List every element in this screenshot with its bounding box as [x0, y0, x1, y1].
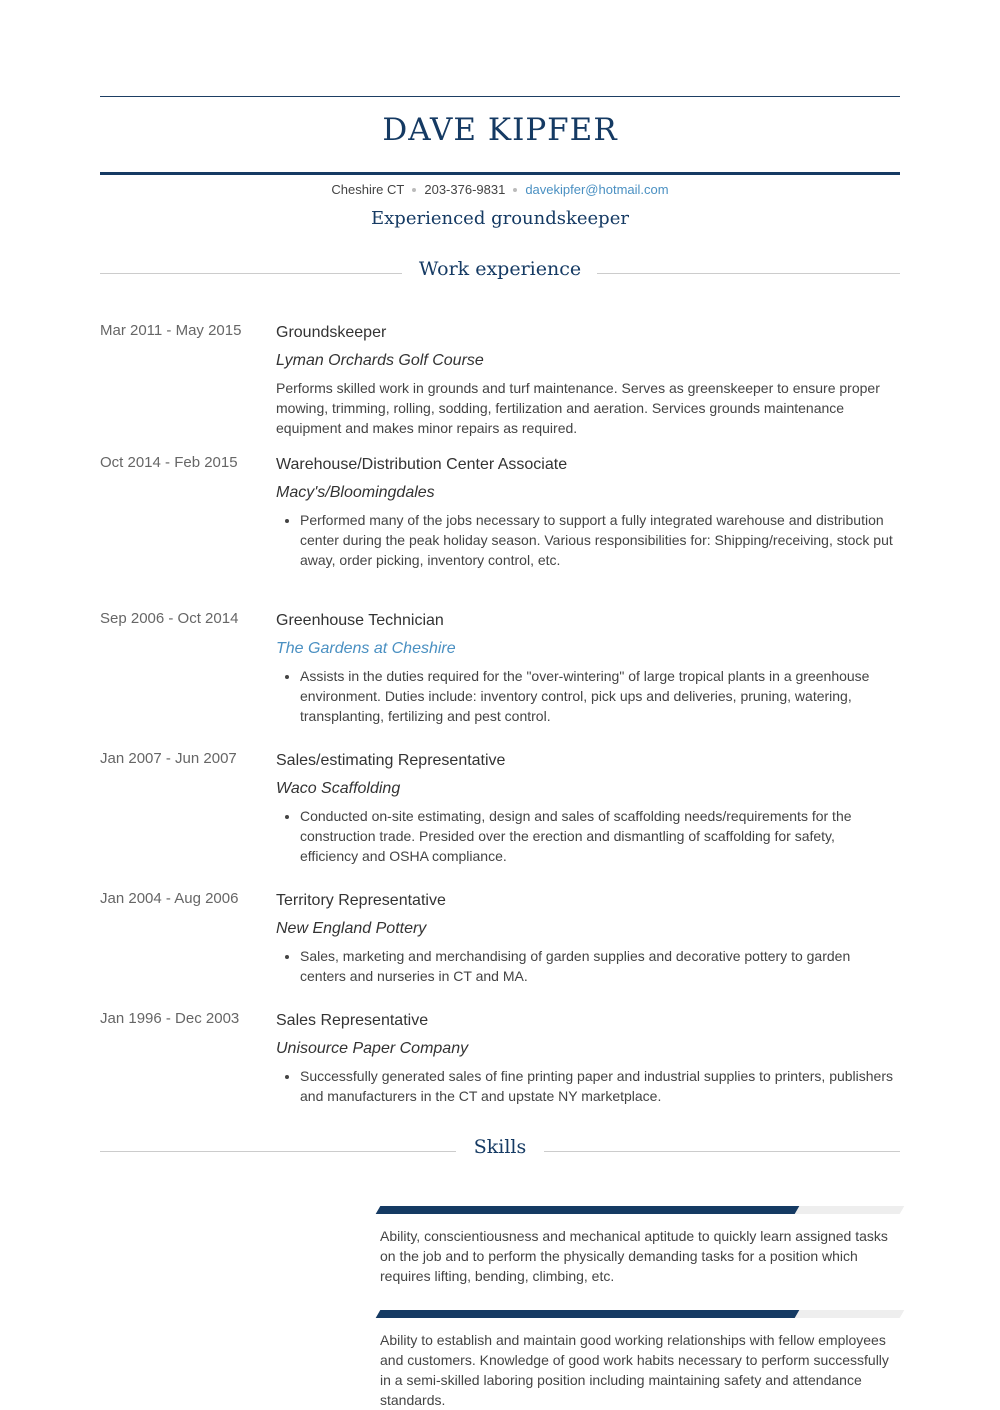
- separator-dot: [412, 188, 416, 192]
- skill-entry: [378, 1310, 902, 1410]
- job-role: Sales Representative: [276, 1012, 429, 1029]
- skills-title: Skills: [473, 1136, 527, 1158]
- skill-level-bar: [376, 1310, 905, 1318]
- job-bullet: • Sales, marketing and merchandising of garden supplies and decorative pottery to garden centers and nurseries in CT and MA.: [300, 946, 896, 986]
- separator-dot: [513, 188, 517, 192]
- job-dates: Jan 1996 - Dec 2003: [100, 1010, 240, 1027]
- job-company: Macy's/Bloomingdales: [276, 484, 435, 501]
- job-role: Sales/estimating Representative: [276, 752, 506, 769]
- contact-line: [100, 182, 900, 197]
- work-experience-header: [100, 258, 900, 288]
- skill-text: Ability, conscientiousness and mechanical aptitude to quickly learn assigned tasks on the job and to perform the physically demanding tasks for a position which requires lifting, bending, climbing, etc.: [380, 1228, 888, 1284]
- job-company: Waco Scaffolding: [276, 780, 401, 797]
- job-company: Unisource Paper Company: [276, 1040, 469, 1057]
- job-bullet: • Successfully generated sales of fine printing paper and industrial supplies to printers, publishers and manufacturers in the CT and upstate NY marketplace.: [300, 1066, 896, 1106]
- job-role: Greenhouse Technician: [276, 612, 444, 629]
- skill-level-bar: [376, 1206, 905, 1214]
- skill-level-fill: [376, 1310, 800, 1318]
- section-rule-right: [597, 273, 900, 274]
- job-bullets: [276, 806, 896, 866]
- section-rule-right: [544, 1151, 900, 1152]
- skills-header: [100, 1136, 900, 1166]
- skill-entry: [378, 1206, 902, 1286]
- name-rule: [100, 172, 900, 175]
- job-dates: Sep 2006 - Oct 2014: [100, 610, 239, 627]
- headline: Experienced groundskeeper: [371, 208, 629, 229]
- location: Cheshire CT: [331, 182, 405, 197]
- skill-text: Ability to establish and maintain good working relationships with fellow employees and customers. Knowledge of good work habits necessary to perform successfully in a semi-skilled laboring position including maintaining safety and attendance standards.: [380, 1332, 889, 1408]
- job-description: Performs skilled work in grounds and turf maintenance. Serves as greenskeeper to ensure proper mowing, trimming, rolling, sodding, fertilization and aeration. Services grounds maintenance equipment and makes minor repairs as required.: [276, 380, 880, 436]
- job-role: Territory Representative: [276, 892, 446, 909]
- job-bullet: • Performed many of the jobs necessary to support a fully integrated warehouse and distribution center during the peak holiday season. Various responsibilities for: Shipping/receiving, stock put away, order picking, inventory control, etc.: [300, 510, 896, 570]
- job-role: Groundskeeper: [276, 324, 387, 341]
- work-experience-title: Work experience: [418, 258, 582, 280]
- job-dates: Jan 2007 - Jun 2007: [100, 750, 237, 767]
- job-bullets: [276, 666, 896, 726]
- job-dates: Mar 2011 - May 2015: [100, 322, 242, 339]
- job-company-link[interactable]: The Gardens at Cheshire: [276, 640, 456, 657]
- job-dates: Oct 2014 - Feb 2015: [100, 454, 238, 471]
- candidate-name: DAVE KIPFER: [382, 112, 618, 148]
- email-link[interactable]: davekipfer@hotmail.com: [525, 182, 669, 197]
- job-bullets: [276, 510, 896, 570]
- skill-level-fill: [376, 1206, 800, 1214]
- job-company: Lyman Orchards Golf Course: [276, 352, 484, 369]
- phone: 203-376-9831: [424, 182, 506, 197]
- job-bullets: [276, 946, 896, 986]
- job-dates: Jan 2004 - Aug 2006: [100, 890, 239, 907]
- top-rule: [100, 96, 900, 97]
- job-bullet: • Assists in the duties required for the "over-wintering" of large tropical plants in a greenhouse environment. Duties include: inventory control, pick ups and deliveries, pruning, watering, transplanting, fertilizing and pest control.: [300, 666, 896, 726]
- job-company: New England Pottery: [276, 920, 427, 937]
- job-bullets: [276, 1066, 896, 1106]
- job-role: Warehouse/Distribution Center Associate: [276, 456, 568, 473]
- job-bullet: • Conducted on-site estimating, design and sales of scaffolding needs/requirements for the construction trade. Presided over the erection and dismantling of scaffolding for safety, efficiency and OSHA compliance.: [300, 806, 896, 866]
